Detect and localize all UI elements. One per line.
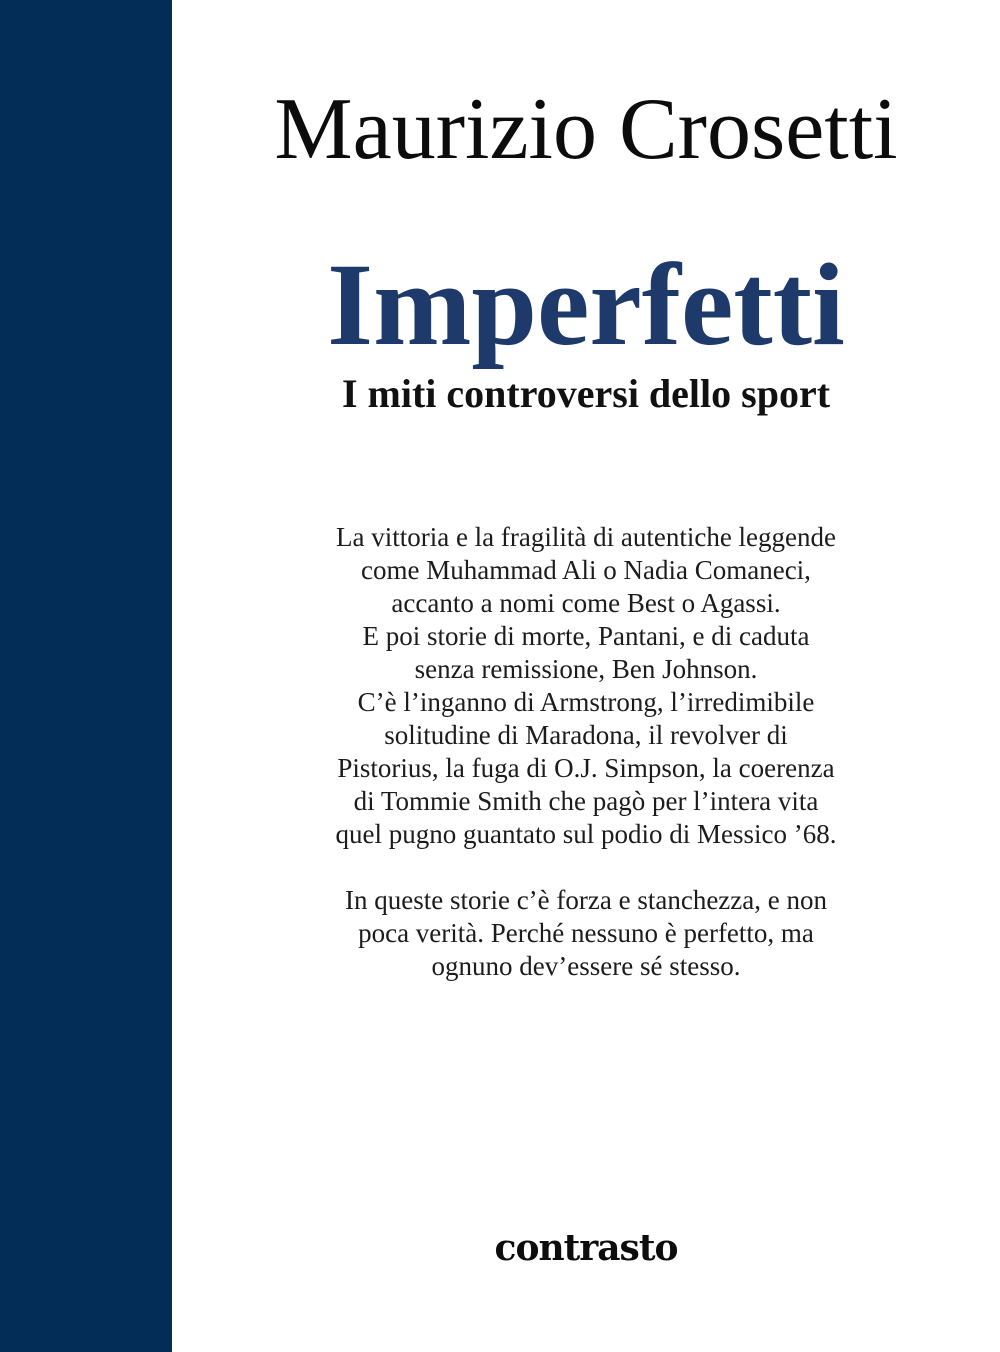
blurb-line: ognuno dev’essere sé stesso. [431,951,741,981]
cover-content [172,0,1000,1352]
blurb-line: solitudine di Maradona, il revolver di [384,720,788,750]
publisher-logo: contrasto [494,1227,678,1269]
blurb-paragraph-2 [172,884,1000,983]
book-subtitle: I miti controversi dello sport [341,371,831,416]
blurb-line: La vittoria e la fragilità di autentiche leggende [335,522,837,552]
left-spine-band [0,0,172,1352]
blurb-line: di Tommie Smith che pagò per l’intera vita [353,786,819,816]
blurb-line: Pistorius, la fuga di O.J. Simpson, la coerenza [337,753,835,783]
blurb-line: poca verità. Perché nessuno è perfetto, ma [358,918,814,948]
blurb-line: senza remissione, Ben Johnson. [414,654,758,684]
blurb-line: In queste storie c’è forza e stanchezza, e non [345,885,827,915]
blurb-line: E poi storie di morte, Pantani, e di caduta [362,621,810,651]
blurb-paragraph-1 [172,521,1000,851]
back-blurb [172,521,1000,983]
blurb-line: come Muhammad Ali o Nadia Comaneci, [361,555,811,585]
book-title: Imperfetti [327,239,845,370]
blurb-line: quel pugno guantato sul podio di Messico ’68. [335,819,837,849]
blurb-line: accanto a nomi come Best o Agassi. [391,588,781,618]
author-name: Maurizio Crosetti [274,81,898,178]
blurb-line: C’è l’inganno di Armstrong, l’irredimibile [357,687,815,717]
